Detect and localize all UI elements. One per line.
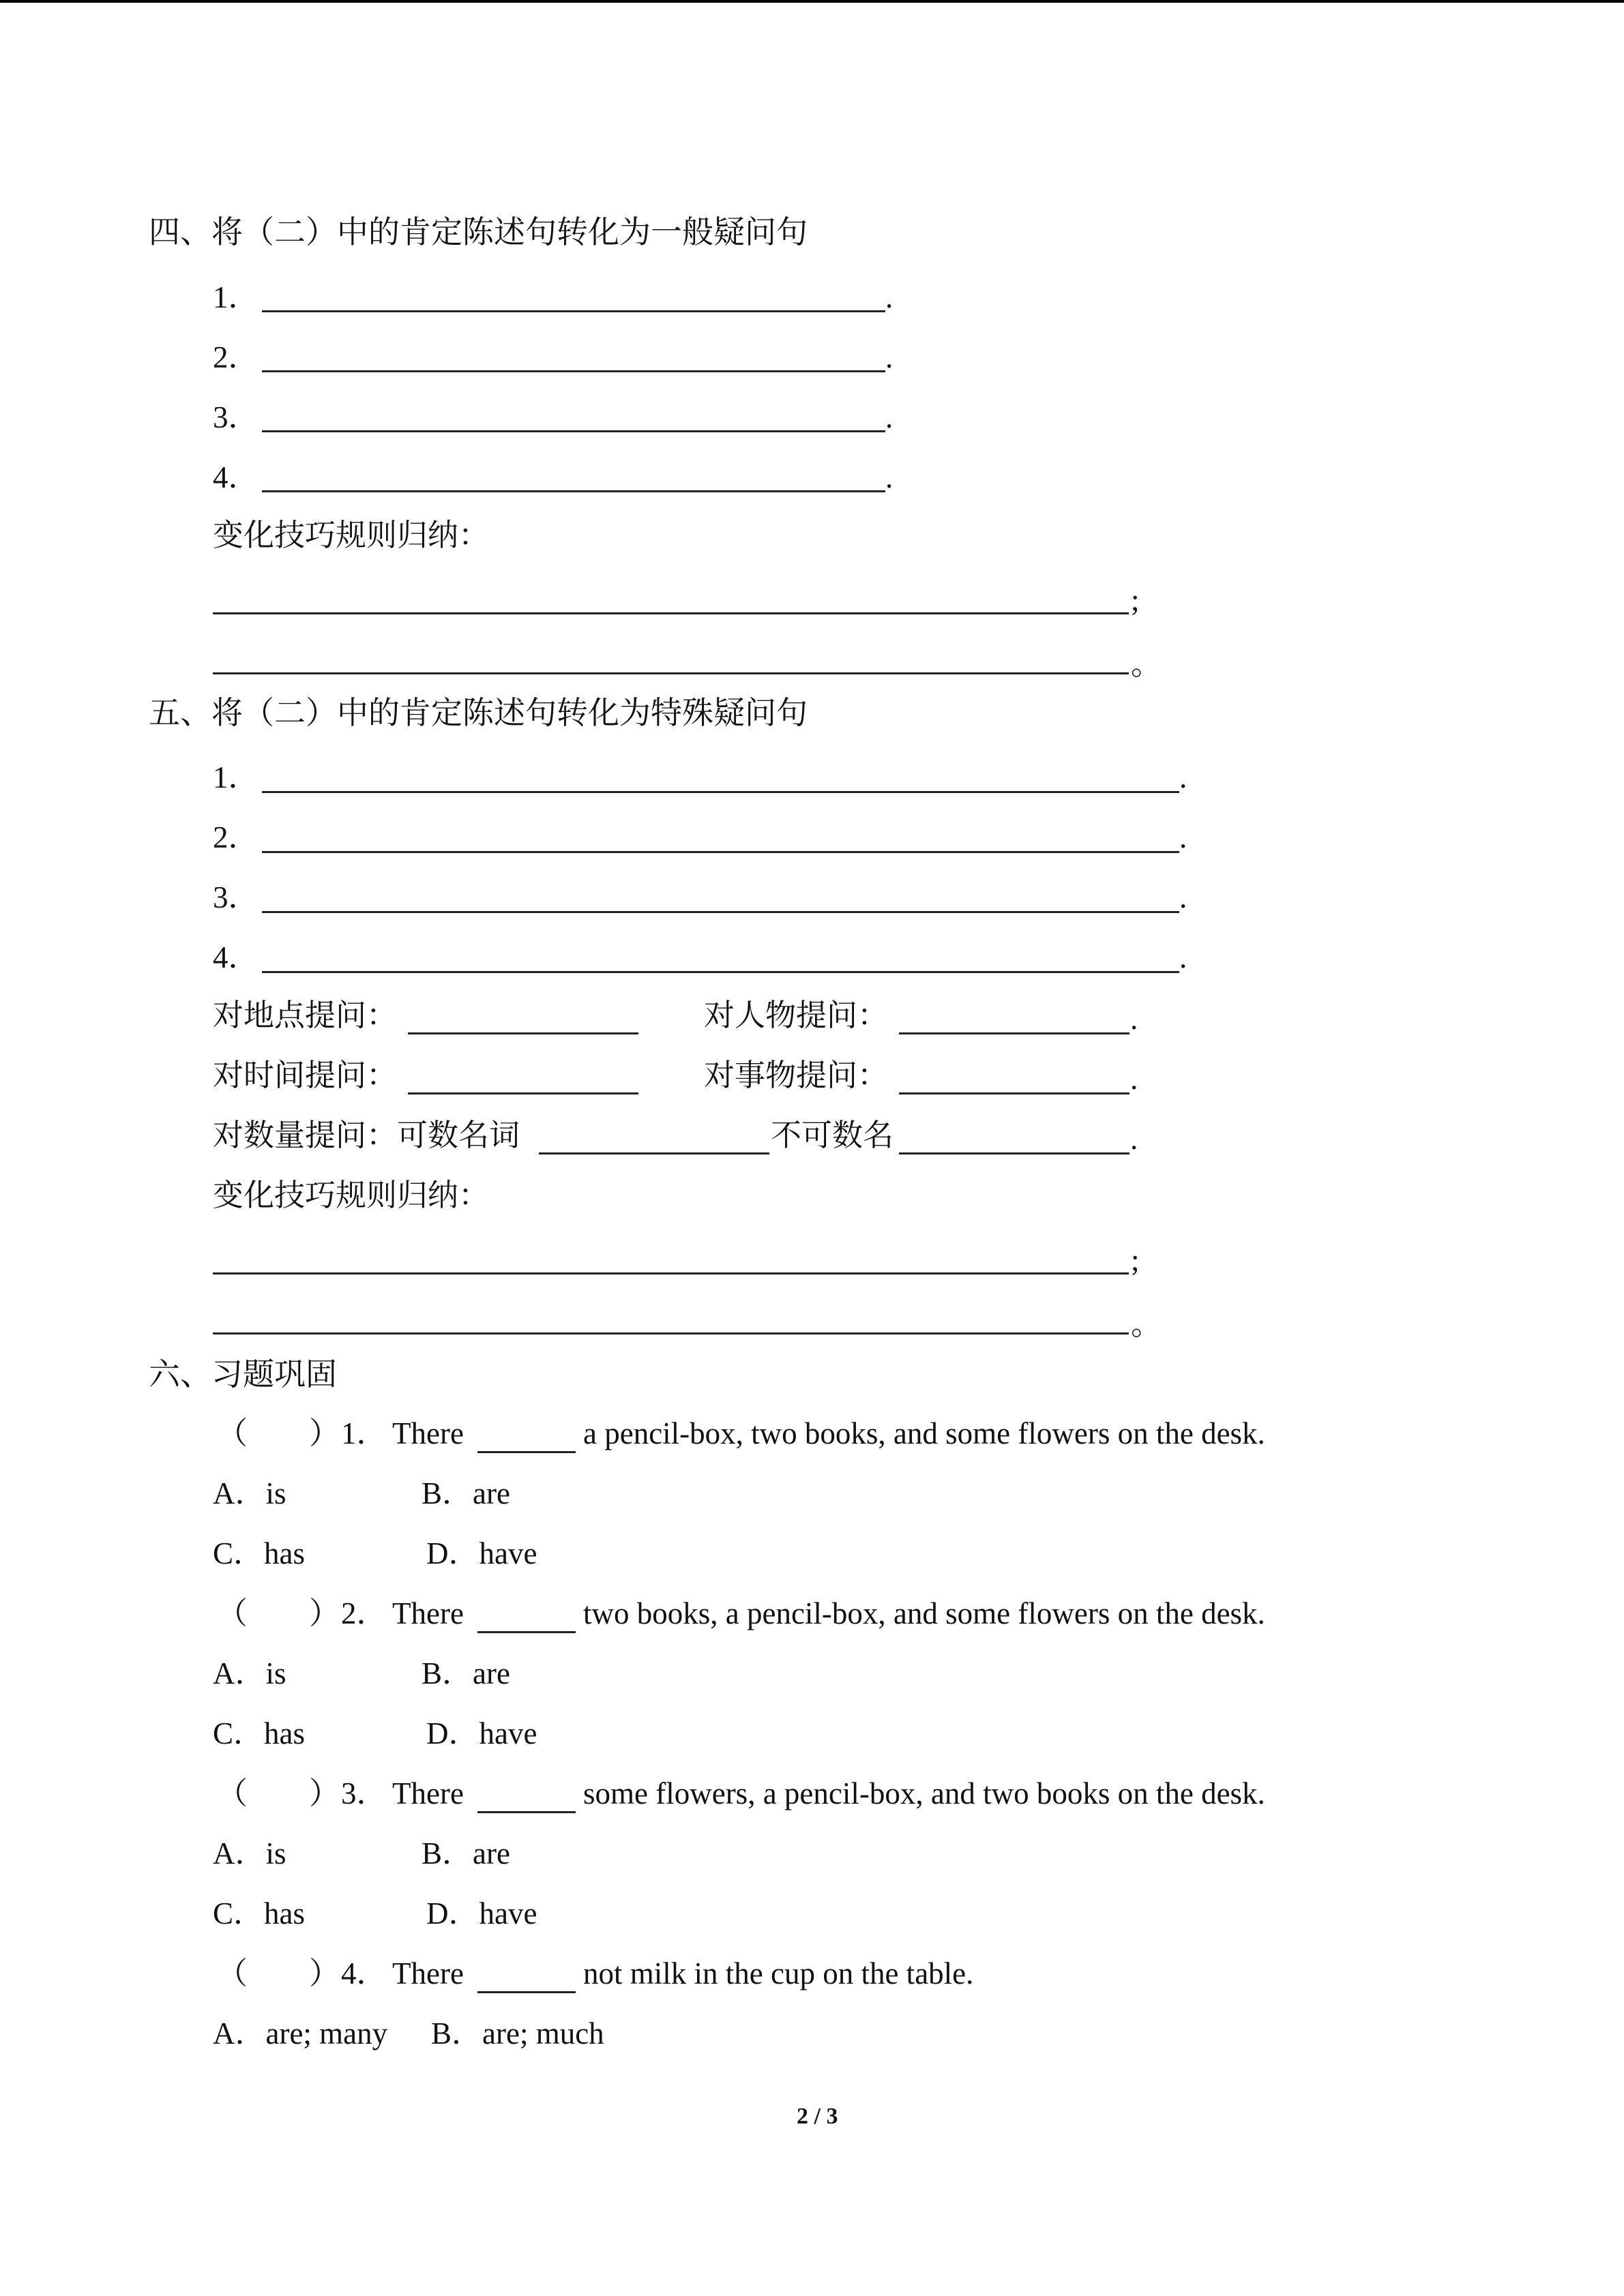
s5-item-1-number: 1．	[213, 760, 259, 794]
q2-number: 2．	[341, 1596, 387, 1630]
q3-text-after: some flowers, a pencil-box, and two books on the desk.	[583, 1776, 1265, 1810]
s4-item-2-blank[interactable]	[262, 370, 885, 372]
q1-number: 1．	[341, 1416, 387, 1450]
section-4-title: 四、将（二）中的肯定陈述句转化为一般疑问句	[149, 215, 808, 250]
person-question-dot: .	[1130, 1002, 1138, 1036]
person-question-blank[interactable]	[899, 1032, 1130, 1034]
s5-rule-blank-1[interactable]	[213, 1272, 1129, 1274]
s5-rule-blank-2[interactable]	[213, 1332, 1129, 1335]
place-question-label: 对地点提问：	[213, 998, 398, 1032]
s5-item-3-dot: .	[1179, 880, 1187, 914]
s4-item-1-number: 1．	[213, 280, 259, 314]
q3-option-a[interactable]: A．is	[213, 1836, 286, 1870]
thing-question-blank[interactable]	[899, 1092, 1130, 1094]
s5-item-1-blank[interactable]	[262, 791, 1179, 793]
person-question-label: 对人物提问：	[704, 998, 889, 1032]
q3-option-c[interactable]: C．has	[213, 1896, 306, 1930]
s5-rule-period: 。	[1131, 1307, 1162, 1341]
q3-blank[interactable]	[477, 1811, 576, 1813]
q1-blank[interactable]	[477, 1451, 576, 1453]
time-question-label: 对时间提问：	[213, 1058, 398, 1092]
uncountable-label: 不可数名	[771, 1118, 894, 1152]
s4-item-3-dot: .	[885, 400, 894, 434]
q4-option-b[interactable]: B．are; much	[431, 2016, 604, 2051]
s4-rule-blank-2[interactable]	[213, 672, 1129, 674]
s5-item-2-blank[interactable]	[262, 851, 1179, 853]
q2-text-after: two books, a pencil-box, and some flowers on the desk.	[583, 1596, 1265, 1630]
s4-item-4-blank[interactable]	[262, 490, 885, 492]
quantity-question-label: 对数量提问：可数名词	[213, 1118, 520, 1152]
q1-answer-paren[interactable]: （ ）	[217, 1416, 340, 1450]
place-question-blank[interactable]	[408, 1032, 638, 1034]
s5-item-2-dot: .	[1179, 820, 1187, 854]
s4-item-4-number: 4．	[213, 460, 259, 494]
page-number: 2 / 3	[797, 2104, 838, 2129]
s4-rule-blank-1[interactable]	[213, 612, 1129, 614]
quantity-question-dot: .	[1130, 1122, 1138, 1156]
uncountable-blank[interactable]	[899, 1152, 1130, 1154]
q4-option-a[interactable]: A．are; many	[213, 2016, 388, 2051]
q3-option-b[interactable]: B．are	[422, 1836, 510, 1870]
q1-option-d[interactable]: D．have	[426, 1536, 537, 1570]
q2-option-c[interactable]: C．has	[213, 1716, 306, 1750]
q3-text-before: There	[392, 1776, 464, 1810]
q2-blank[interactable]	[477, 1631, 576, 1633]
q2-option-d[interactable]: D．have	[426, 1716, 537, 1750]
s5-rule-label: 变化技巧规则归纳：	[213, 1178, 490, 1212]
q1-option-a[interactable]: A．is	[213, 1476, 286, 1510]
s5-item-3-blank[interactable]	[262, 911, 1179, 913]
q1-text-after: a pencil-box, two books, and some flowers on the desk.	[583, 1416, 1265, 1450]
q3-number: 3．	[341, 1776, 387, 1810]
q2-option-b[interactable]: B．are	[422, 1656, 510, 1690]
q3-answer-paren[interactable]: （ ）	[217, 1776, 340, 1810]
section-6-title: 六、习题巩固	[149, 1357, 337, 1392]
s4-item-1-dot: .	[885, 280, 894, 314]
s4-item-2-dot: .	[885, 340, 894, 374]
s4-item-4-dot: .	[885, 460, 894, 494]
s5-item-4-number: 4．	[213, 940, 259, 974]
q2-option-a[interactable]: A．is	[213, 1656, 286, 1690]
s4-rule-period: 。	[1131, 647, 1162, 681]
thing-question-label: 对事物提问：	[704, 1058, 889, 1092]
q1-option-c[interactable]: C．has	[213, 1536, 306, 1570]
s5-item-3-number: 3．	[213, 880, 259, 914]
q2-answer-paren[interactable]: （ ）	[217, 1596, 340, 1630]
countable-blank[interactable]	[539, 1152, 769, 1154]
s4-rule-label: 变化技巧规则归纳：	[213, 518, 490, 552]
q4-text-before: There	[392, 1956, 464, 1991]
s5-rule-semicolon: ;	[1131, 1243, 1140, 1277]
s5-item-4-blank[interactable]	[262, 971, 1179, 973]
s4-item-3-number: 3．	[213, 400, 259, 434]
page-top-border	[0, 0, 1624, 3]
s5-item-1-dot: .	[1179, 760, 1187, 794]
time-question-blank[interactable]	[408, 1092, 638, 1094]
s4-rule-semicolon: ;	[1131, 583, 1140, 617]
s4-item-2-number: 2．	[213, 340, 259, 374]
s4-item-1-blank[interactable]	[262, 310, 885, 312]
q1-text-before: There	[392, 1416, 464, 1450]
q1-option-b[interactable]: B．are	[422, 1476, 510, 1510]
q3-option-d[interactable]: D．have	[426, 1896, 537, 1930]
s4-item-3-blank[interactable]	[262, 430, 885, 432]
thing-question-dot: .	[1130, 1062, 1138, 1096]
q4-blank[interactable]	[477, 1991, 576, 1993]
q4-answer-paren[interactable]: （ ）	[217, 1956, 340, 1991]
s5-item-4-dot: .	[1179, 940, 1187, 974]
section-5-title: 五、将（二）中的肯定陈述句转化为特殊疑问句	[149, 696, 808, 730]
s5-item-2-number: 2．	[213, 820, 259, 854]
q4-text-after: not milk in the cup on the table.	[583, 1956, 974, 1991]
q2-text-before: There	[392, 1596, 464, 1630]
q4-number: 4．	[341, 1956, 387, 1991]
